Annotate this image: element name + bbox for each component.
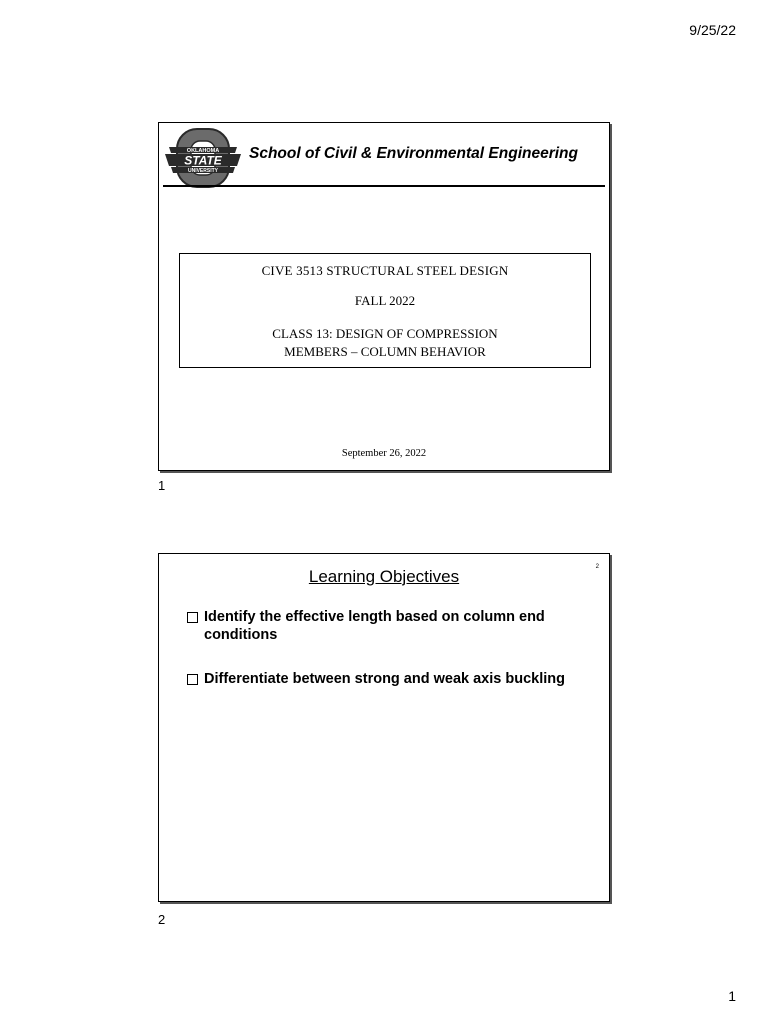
course-title: CIVE 3513 STRUCTURAL STEEL DESIGN	[261, 263, 509, 278]
course-info-box	[179, 253, 591, 368]
class-title	[180, 325, 590, 361]
page-number: 1	[728, 988, 736, 1004]
school-name: School of Civil & Environmental Engineering	[249, 145, 578, 162]
checkbox-bullet-icon	[187, 674, 198, 685]
slide-corner-number: 2	[595, 564, 599, 570]
logo-bottom-text: UNIVERSITY	[187, 168, 219, 174]
slide-date: September 26, 2022	[341, 448, 427, 459]
slide-2-label: 2	[158, 912, 166, 927]
list-item	[185, 608, 585, 644]
objectives-list	[185, 608, 585, 714]
logo-top-text: OKLAHOMA	[186, 148, 220, 154]
list-item-text: Differentiate between strong and weak axis buckling	[204, 671, 565, 687]
header-divider	[163, 185, 605, 187]
osu-logo	[163, 127, 243, 189]
slide-1	[158, 122, 610, 471]
class-title-line-1: CLASS 13: DESIGN OF COMPRESSION	[272, 326, 498, 341]
slide-header	[159, 123, 609, 189]
slide-1-label: 1	[158, 478, 166, 493]
class-title-line-2: MEMBERS – COLUMN BEHAVIOR	[284, 344, 486, 359]
slide-title: Learning Objectives	[308, 567, 460, 586]
page-date: 9/25/22	[689, 22, 736, 38]
list-item-text: Identify the effective length based on column end conditions	[204, 609, 545, 643]
logo-main-text: STATE	[184, 153, 222, 168]
list-item	[185, 670, 585, 688]
slide-2	[158, 553, 610, 902]
checkbox-bullet-icon	[187, 612, 198, 623]
course-term: FALL 2022	[354, 293, 416, 308]
